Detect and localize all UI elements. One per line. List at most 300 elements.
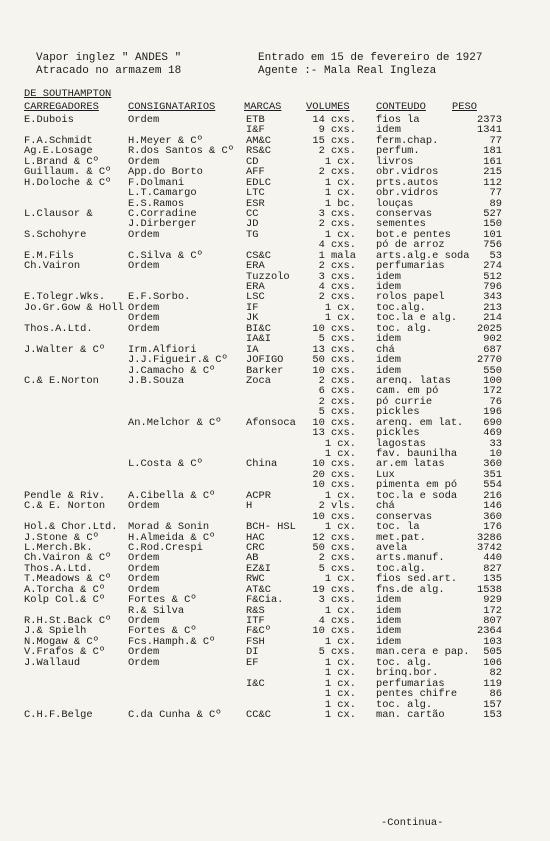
cell-shipper: S.Schohyre [24,228,87,241]
header-marcas: MARCAS [244,101,282,113]
cell-consignee: C.Silva & Cº [128,249,203,262]
cell-contents: arenq. em lat. [376,416,464,429]
cell-mark: JD [246,218,259,231]
cell-weight: 796 [483,281,502,293]
cell-contents: met.pat. [376,531,426,544]
cell-weight: 82 [489,667,502,680]
cell-weight: 157 [483,698,502,711]
cell-consignee: C.Rod.Crespi [128,541,203,554]
cell-weight: 176 [483,521,502,534]
cell-volumes: 10 cxs. [312,625,356,638]
cell-volumes: 2 cxs. [318,374,356,387]
cell-mark: I&F [246,124,265,137]
cell-volumes: 1 cx. [324,698,356,711]
cell-consignee: Morad & Sonin [128,521,210,534]
cell-consignee: A.Cibella & Cº [128,489,216,502]
table-row [0,439,550,449]
cell-contents: arts.alg.e soda [376,249,470,262]
cell-weight: 101 [483,228,502,241]
cell-shipper: C.& E. Norton [24,500,106,513]
cell-contents: obr.vidros [376,187,439,200]
cell-weight: 135 [483,573,502,586]
cell-shipper: C.H.F.Belge [24,708,93,721]
cell-mark: Zoca [246,374,271,387]
cell-mark: IF [246,301,259,314]
cell-mark: Tuzzolo [246,270,290,283]
cell-contents: ferm.chap. [376,134,439,147]
cell-mark: AFF [246,166,265,179]
cell-weight: 214 [483,312,502,325]
cell-mark: TG [246,228,259,241]
cell-weight: 172 [483,604,502,617]
table-row [0,459,550,469]
table-row [0,261,550,271]
cell-shipper: N.Mogaw & Cº [24,635,99,648]
cell-shipper: Ag.E.Losage [24,145,93,158]
cell-weight: 360 [483,458,502,471]
cell-weight: 89 [489,197,502,210]
cell-weight: 512 [483,270,502,283]
cell-mark: F&Cº [246,625,271,638]
cell-contents: toc.la e alg. [376,312,458,325]
cell-weight: 53 [489,249,502,262]
cell-contents: fns.de alg. [376,583,445,596]
cell-contents: idem [376,333,401,346]
cell-shipper: L.Merch.Bk. [24,541,93,554]
cell-contents: pentes chifre [376,688,458,701]
cell-mark: ETB [246,114,265,126]
cell-volumes: 1 cx. [324,604,356,617]
cell-contents: pimenta em pó [376,479,458,492]
cell-contents: pickles [376,427,420,440]
cell-contents: toc.la e soda [376,489,458,502]
cell-volumes: 20 cxs. [312,468,356,481]
cell-mark: RS&C [246,145,271,158]
cell-volumes: 3 cxs. [318,207,356,220]
cell-mark: DI [246,646,259,659]
cell-shipper: J.Wallaud [24,656,81,669]
cell-weight: 86 [489,688,502,701]
cell-mark: CC [246,207,259,220]
cell-consignee: Ordem [128,322,160,335]
cell-contents: fios sed.art. [376,573,458,586]
cell-shipper: E.M.Fils [24,249,74,262]
cell-weight: 3742 [477,541,502,554]
cell-mark: BI&C [246,322,271,335]
cell-volumes: 5 cxs. [318,562,356,575]
cell-contents: livros [376,155,414,168]
cell-mark: JK [246,312,259,325]
cell-volumes: 12 cxs. [312,531,356,544]
cell-weight: 33 [489,437,502,450]
cell-contents: idem [376,625,401,638]
cell-shipper: J.& Spielh [24,625,87,638]
cell-volumes: 50 cxs. [312,541,356,554]
cell-weight: 505 [483,646,502,659]
header-volumes: VOLUMES [306,101,350,113]
cell-weight: 274 [483,260,502,273]
cell-consignee: Ordem [128,312,160,325]
table-row [0,324,550,334]
cell-volumes: 1 cx. [324,187,356,200]
cell-mark: R&S [246,604,265,617]
cell-volumes: 14 cxs. [312,114,356,126]
cell-contents: idem [376,615,401,627]
cell-mark: CC&C [246,708,271,721]
cell-consignee: J.Dirberger [128,218,197,231]
table-row [0,397,550,407]
cell-mark: ESR [246,197,265,210]
cell-contents: Lux [376,468,395,481]
cell-contents: perfumarias [376,677,445,690]
cell-consignee: Fcs.Hamph.& Cº [128,635,216,648]
cell-contents: pó currie [376,395,433,408]
cell-mark: EZ&I [246,562,271,575]
cell-weight: 929 [483,594,502,607]
cell-weight: 181 [483,145,502,158]
cell-consignee: J.J.Figueir.& Cº [128,354,228,367]
header-consignatarios: CONSIGNATARIOS [128,101,216,113]
cell-weight: 827 [483,562,502,575]
cell-contents: pickles [376,406,420,419]
cell-shipper: J.Stone & Cº [24,531,99,544]
cell-weight: 77 [489,134,502,147]
table-row [0,658,550,668]
berth: Atracado no armazem 18 [36,65,182,77]
cell-volumes: 4 cxs. [318,615,356,627]
cell-mark: ACPR [246,489,271,502]
cell-mark: China [246,458,278,471]
cell-weight: 196 [483,406,502,419]
arrival-date: Entrado em 15 de fevereiro de 1927 [258,52,483,64]
cell-consignee: H.Almeida & Cº [128,531,216,544]
cell-volumes: 10 cxs. [312,479,356,492]
cell-mark: BCH- HSL [246,521,296,534]
agent: Agente :- Mala Real Ingleza [258,65,437,77]
cell-shipper: H.Doloche & Cº [24,176,112,189]
cell-volumes: 1 cx. [324,708,356,721]
table-row [0,668,550,678]
cell-weight: 76 [489,395,502,408]
table-row [0,595,550,605]
cell-contents: sementes [376,218,426,231]
cell-shipper: E.Dubois [24,114,74,126]
cell-shipper: Pendle & Riv. [24,489,106,502]
cell-weight: 2364 [477,625,502,638]
cell-weight: 2025 [477,322,502,335]
cell-weight: 3286 [477,531,502,544]
cell-volumes: 2 cxs. [318,552,356,565]
cell-weight: 146 [483,500,502,513]
cell-volumes: 13 cxs. [312,343,356,356]
cell-consignee: C.Corradine [128,207,197,220]
cell-contents: toc. alg. [376,698,433,711]
cell-weight: 213 [483,301,502,314]
cell-volumes: 19 cxs. [312,583,356,596]
cell-shipper: R.H.St.Back Cº [24,615,112,627]
cell-contents: prts.autos [376,176,439,189]
table-row [0,470,550,480]
cell-volumes: 9 cxs. [318,124,356,137]
cell-consignee: Irm.Alfiori [128,343,197,356]
cell-weight: 77 [489,187,502,200]
cell-volumes: 1 cx. [324,667,356,680]
cell-shipper: L.Clausor & [24,207,93,220]
cell-weight: 440 [483,552,502,565]
cell-weight: 550 [483,364,502,377]
table-row [0,355,550,365]
cell-contents: idem [376,354,401,367]
cell-volumes: 10 cxs. [312,322,356,335]
cell-contents: chá [376,500,395,513]
cell-contents: chá [376,343,395,356]
cell-volumes: 1 cx. [324,155,356,168]
cell-weight: 153 [483,708,502,721]
table-row [0,501,550,511]
cell-weight: 687 [483,343,502,356]
cell-consignee: Fortes & Cº [128,625,197,638]
cell-volumes: 2 cxs. [318,166,356,179]
cell-mark: ERA [246,260,265,273]
cell-contents: lagostas [376,437,426,450]
cell-contents: brinq.bor. [376,667,439,680]
cell-contents: bot.e pentes [376,228,451,241]
cell-weight: 100 [483,374,502,387]
cell-volumes: 2 cxs. [318,145,356,158]
cell-contents: idem [376,594,401,607]
cell-mark: HAC [246,531,265,544]
cell-shipper: J.Walter & Cº [24,343,106,356]
cell-volumes: 1 cx. [324,521,356,534]
cell-consignee: L.Costa & Cº [128,458,203,471]
cell-mark: Afonsoca [246,416,296,429]
cell-contents: fav. baunilha [376,448,458,460]
cell-consignee: Ordem [128,646,160,659]
cell-consignee: Ordem [128,260,160,273]
cell-volumes: 6 cxs. [318,385,356,398]
cell-volumes: 5 cxs. [318,646,356,659]
cell-contents: arenq. latas [376,374,451,387]
cell-contents: idem [376,364,401,377]
cell-weight: 150 [483,218,502,231]
cell-volumes: 3 cxs. [318,270,356,283]
cell-consignee: Ordem [128,573,160,586]
cell-volumes: 1 cx. [324,688,356,701]
cell-volumes: 5 cxs. [318,406,356,419]
cell-volumes: 1 cx. [324,312,356,325]
cell-shipper: Kolp Col.& Cº [24,594,106,607]
cell-volumes: 1 cx. [324,573,356,586]
cell-contents: perfumarias [376,260,445,273]
cell-volumes: 1 cx. [324,448,356,460]
table-row [0,418,550,428]
cell-contents: idem [376,124,401,137]
cell-mark: Barker [246,364,284,377]
cell-consignee: App.do Borto [128,166,203,179]
cell-volumes: 15 cxs. [312,134,356,147]
cell-contents: man.cera e pap. [376,646,470,659]
cell-shipper: Ch.Vairon & Cº [24,552,112,565]
cell-shipper: Guillaum. & Cº [24,166,112,179]
cell-consignee: Ordem [128,228,160,241]
table-row [0,251,550,261]
cell-consignee: C.da Cunha & Cº [128,708,222,721]
cell-volumes: 1 cx. [324,301,356,314]
cell-volumes: 1 cx. [324,437,356,450]
cell-weight: 902 [483,333,502,346]
cell-shipper: F.A.Schmidt [24,134,93,147]
cell-mark: LTC [246,187,265,200]
cell-consignee: Ordem [128,552,160,565]
cell-volumes: 1 bc. [324,197,356,210]
cell-contents: conservas [376,207,433,220]
cell-contents: obr.vidros [376,166,439,179]
cell-weight: 216 [483,489,502,502]
table-row [0,522,550,532]
cell-volumes: 1 cx. [324,656,356,669]
cell-consignee: Ordem [128,155,160,168]
cell-consignee: J.Camacho & Cº [128,364,216,377]
cell-consignee: Ordem [128,301,160,314]
cell-volumes: 1 cx. [324,228,356,241]
cell-weight: 1538 [477,583,502,596]
cell-consignee: L.T.Camargo [128,187,197,200]
cell-weight: 119 [483,677,502,690]
cell-mark: CD [246,155,259,168]
table-row [0,188,550,198]
cell-mark: FSH [246,635,265,648]
cell-shipper: L.Brand & Cº [24,155,99,168]
cell-consignee: Ordem [128,562,160,575]
cell-weight: 172 [483,385,502,398]
cell-weight: 10 [489,448,502,460]
cell-contents: avela [376,541,408,554]
cell-contents: idem [376,281,401,293]
cell-volumes: 10 cxs. [312,510,356,523]
table-row [0,679,550,689]
cell-consignee: E.F.Sorbo. [128,291,191,304]
cell-mark: F&Cia. [246,594,284,607]
table-row [0,303,550,313]
cell-volumes: 13 cxs. [312,427,356,440]
cell-consignee: An.Melchor & Cº [128,416,222,429]
cell-weight: 690 [483,416,502,429]
cell-shipper: Hol.& Chor.Ltd. [24,521,118,534]
ship-name: Vapor inglez " ANDES " [36,52,182,64]
cell-mark: JOFIGO [246,354,284,367]
cell-volumes: 10 cxs. [312,458,356,471]
cell-consignee: Ordem [128,583,160,596]
cell-volumes: 2 cxs. [318,260,356,273]
cell-weight: 527 [483,207,502,220]
cell-weight: 1341 [477,124,502,137]
cell-consignee: Ordem [128,656,160,669]
table-row [0,710,550,720]
cell-weight: 343 [483,291,502,304]
cell-mark: AB [246,552,259,565]
table-header [0,102,550,114]
cell-shipper: T.Meadows & Cº [24,573,112,586]
cell-volumes: 50 cxs. [312,354,356,367]
cell-contents: perfum. [376,145,420,158]
cell-contents: man. cartão [376,708,445,721]
cell-weight: 112 [483,176,502,189]
cell-volumes: 2 cxs. [318,291,356,304]
cell-shipper: Thos.A.Ltd. [24,322,93,335]
cell-weight: 360 [483,510,502,523]
cell-mark: I&C [246,677,265,690]
cell-consignee: R.dos Santos & Cº [128,145,235,158]
cell-contents: toc. alg. [376,656,433,669]
cell-mark: ITF [246,615,265,627]
table-row [0,115,550,125]
cell-mark: AT&C [246,583,271,596]
table-row [0,209,550,219]
cell-weight: 106 [483,656,502,669]
cell-shipper: Thos.A.Ltd. [24,562,93,575]
cell-contents: toc.alg. [376,301,426,314]
table-row [0,428,550,438]
cell-consignee: J.B.Souza [128,374,185,387]
cell-contents: fios la [376,114,420,126]
cell-consignee: Ordem [128,114,160,126]
header-peso: PESO [452,101,477,113]
cell-volumes: 10 cxs. [312,416,356,429]
cell-consignee: E.S.Ramos [128,197,185,210]
cell-volumes: 10 cxs. [312,364,356,377]
cell-weight: 2770 [477,354,502,367]
cell-weight: 554 [483,479,502,492]
cell-mark: EDLC [246,176,271,189]
cell-volumes: 2 cxs. [318,218,356,231]
cell-shipper: Jo.Gr.Gow & Holl [24,301,124,314]
table-row [0,689,550,699]
cell-shipper: A.Torcha & Cº [24,583,106,596]
table-row [0,230,550,240]
cell-mark: LSC [246,291,265,304]
section-title: DE SOUTHAMPTON [24,88,112,100]
table-row [0,376,550,386]
cell-shipper: Ch.Vairon [24,260,81,273]
cell-mark: EF [246,656,259,669]
cell-mark: H [246,500,253,513]
cell-contents: rolos papel [376,291,445,304]
cell-shipper: V.Frafos & Cº [24,646,106,659]
cell-weight: 2373 [477,114,502,126]
cell-mark: IA [246,343,259,356]
cell-contents: arts.manuf. [376,552,445,565]
cell-contents: idem [376,635,401,648]
cell-mark: RWC [246,573,265,586]
cell-contents: toc. alg. [376,322,433,335]
cell-volumes: 4 cxs. [318,239,356,252]
cell-volumes: 2 cxs. [318,395,356,408]
table-row [0,272,550,282]
cell-weight: 161 [483,155,502,168]
cell-mark: CRC [246,541,265,554]
cell-weight: 807 [483,615,502,627]
cell-contents: toc. la [376,521,420,534]
header-carregadores: CARREGADORES [24,101,99,113]
cell-consignee: H.Meyer & Cº [128,134,203,147]
cell-contents: idem [376,604,401,617]
cell-consignee: Ordem [128,500,160,513]
cell-contents: cam. em pó [376,385,439,398]
cell-consignee: F.Dolmani [128,176,185,189]
table-row [0,386,550,396]
cell-volumes: 1 cx. [324,677,356,690]
cell-volumes: 1 cx. [324,176,356,189]
